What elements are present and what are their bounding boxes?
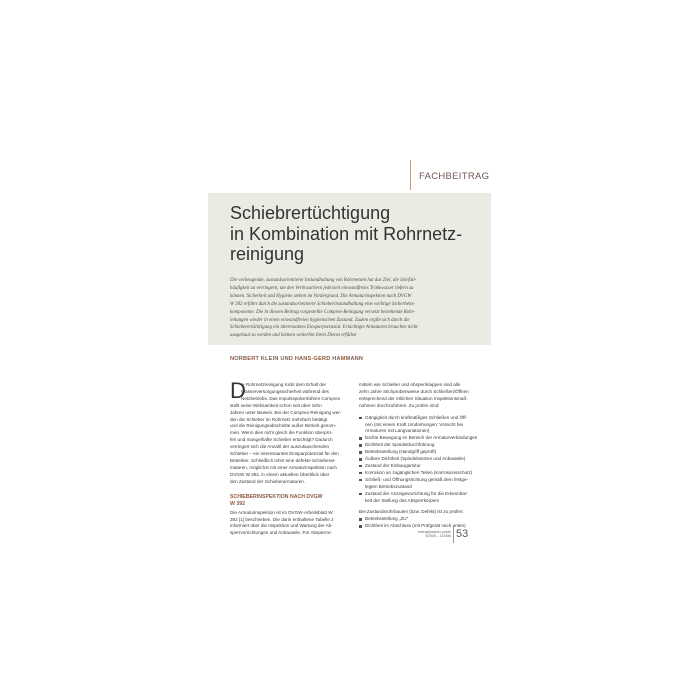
body-line: Schieber – ein interessantes Einsparpotenzial für den [230, 451, 339, 457]
article-title [230, 203, 462, 265]
body-line: ie Rohrnetzreinigung rückt dem Erhalt der [241, 382, 327, 387]
lead-line: können. Sicherheit und Hygiene stehen im Vordergrund. Die Armaturinspektion nach DVGW [230, 293, 412, 299]
authors: NORBERT KLEIN UND HANS-GERD HAMMANN [230, 356, 364, 362]
lead-line: häufigkeit zu verringern, um den Verbrauchern jederzeit einwandfreies Trinkwasser liefern zu [230, 285, 414, 291]
body-line: 392 [1] beschrieben. Die darin enthaltene Tabelle 2 [230, 516, 334, 522]
section-tag-label: FACHBEITRAG [419, 171, 490, 182]
body-line: Netzbetriebs. Das Impulsspülverfahren Comprex [241, 395, 341, 401]
title-line: reinigung [230, 244, 305, 264]
body-line: entsprechend der örtlichen Situation Inspektionsmaß- [359, 395, 468, 401]
body-line: Jahren unter Beweis. Bei der Comprex-Reinigung wer- [230, 409, 342, 415]
bullet-continuation: nen (mit einem Kraft Umdrehungen; Vorsicht bei [365, 421, 464, 427]
bullet-item: leichte Bewegung im Bereich der Armaturverbindungen [359, 435, 481, 442]
bullet-item: Zustand der Anzeigevorrichtung für die Erkennbar- [359, 491, 481, 498]
page-number: 53 [453, 525, 468, 543]
title-line: Schiebrertüchtigung [230, 203, 391, 223]
bullet-continuation: keit der Stellung des Absperrkörpers [365, 497, 440, 503]
body-line: verringert sich die Anzahl der auszutauschenden [230, 444, 330, 450]
bullet-item: Gängigkeit durch kraftmäßiges Schließen und Öff- [359, 415, 481, 422]
bullet-item: Schließ- und Öffnungsrichtung gemäß dem festge- [359, 477, 481, 484]
column-right [359, 382, 481, 530]
bullet-item: Äußere Dichtheit (Spindelstutzen und Anbauteile) [359, 456, 481, 463]
body-line: den Zustand der Schieberarmaturen. [230, 478, 306, 484]
body-line: stellt seine Wirksamkeit schon seit über zehn [230, 402, 322, 408]
section-subheading: SCHIEBERINSPEKTION NACH DVGW [230, 493, 323, 500]
bullet-continuation: Armaturen mit Langvariationen) [365, 428, 430, 434]
body-line: Betreiber. Schließlich lohnt eine defekte Schieberar- [230, 457, 336, 463]
title-line: in Kombination mit Rohrnetz- [230, 223, 463, 244]
body-line: Bei Zustandsrohrbauten (bzw. Defekt) ist zu prüfen: [359, 509, 464, 515]
body-line: informiert über die Inspektion und Wartung der Ab- [230, 523, 333, 529]
lead-line: ausgebaut zu werden und können weiterhin ihren Dienst erfüllen [230, 333, 357, 339]
body-line: zehn Jahre Stichprobenweise durch Schließen/Öffnen [359, 388, 469, 394]
bullet-continuation: legten Betriebszustand [365, 483, 412, 489]
section-tag [410, 160, 491, 190]
publication-line: energie|wasser-praxis [417, 530, 451, 534]
body-line: Die Armaturinspektion ist im DVGW-Arbeitsblatt W [230, 509, 333, 515]
bullet-item: Betriebsstellung „ZU“ [359, 516, 481, 523]
body-line: DVGW W 392, in einem aktuellen Überblick über [230, 471, 330, 477]
lead-line: Die vorbeugende, zustandsorientierte Instandhaltung von Rohrnetzen hat das Ziel, die Störfall- [230, 278, 417, 283]
lead-paragraph [230, 277, 480, 340]
section-subheading: W 392 [230, 500, 245, 507]
bullet-item: Dichtheit der Spindeldurchführung [359, 442, 481, 449]
body-line: mitteln wie Schieber und Absperrklappen sind alle [359, 382, 461, 387]
bullet-item: Zustand der Einbaugarnitur [359, 463, 481, 470]
bullet-item: Dichtheit im Abschluss (mit Prüfgerät nach unten) [359, 523, 481, 530]
body-line: fen und mangelhafte Schieber ertüchtigt? Dadurch [230, 437, 333, 443]
body-line: den die Schieber im Rohrnetz mehrfach betätigt [230, 416, 328, 422]
drop-cap: D [230, 378, 246, 403]
lead-line: komponente. Die in diesem Beitrag vorgestellte Comprex-Reinigung versetzt bestehende Rohr- [230, 309, 416, 315]
lead-line: W 392 erfährt durch die zustandsorientierte Schieberinstandhaltung eine wichtige Sicherheits- [230, 301, 416, 307]
body-line: Wasserversorgungssicherheit während des [241, 388, 329, 394]
lead-line: leitungen wieder in einen einwandfreien hygienischen Zustand. Zudem ergibt sich durch die [230, 317, 410, 323]
body-line: sperrvorrichtungen und Anbauteile. Für Absperror- [230, 530, 333, 536]
bullet-item: Korrosion an zugänglichen Teilen (Korrosionsschutz) [359, 470, 481, 477]
body-line: men. Wenn dies nicht gleich die Funktion überprü- [230, 430, 333, 436]
body-line: und die Reinigungsabschnitte außer Betrieb genom- [230, 423, 337, 429]
body-line: maturen, möglichst mit einer Armaturinspektion nach [230, 464, 337, 470]
publication-info [417, 530, 451, 539]
body-line: nahmen durchzuführen. Zu prüfen sind: [359, 402, 440, 408]
lead-line: Schieberertüchtigung ein interessantes Einsparpotenzial. Ertüchtigte Armaturen brauchen nicht [230, 325, 418, 331]
publication-line: 4/2008 – 123456 [425, 534, 451, 539]
bullet-item: Betriebsstellung (Handgriff geprüft) [359, 449, 481, 456]
column-left [230, 378, 350, 537]
